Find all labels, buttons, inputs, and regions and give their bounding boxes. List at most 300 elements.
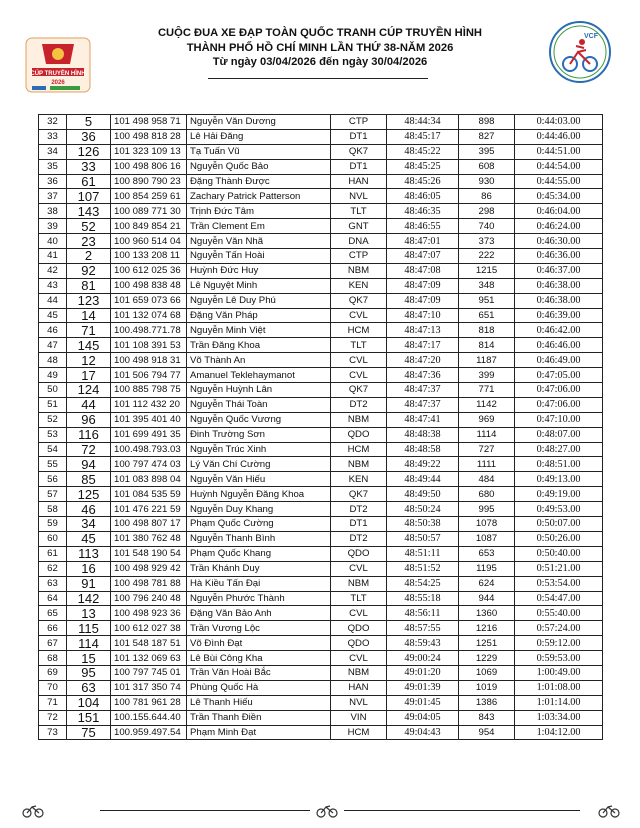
points-cell: 818 bbox=[459, 323, 515, 338]
total-time-cell: 48:48:58 bbox=[387, 442, 459, 457]
rank-cell: 48 bbox=[39, 353, 67, 368]
rank-cell: 46 bbox=[39, 323, 67, 338]
header-titles bbox=[150, 26, 490, 70]
bib-cell: 96 bbox=[67, 412, 111, 427]
total-time-cell: 48:47:37 bbox=[387, 383, 459, 398]
table-row bbox=[39, 561, 603, 576]
bib-cell: 33 bbox=[67, 159, 111, 174]
rider-name-cell: Đặng Văn Bảo Anh bbox=[187, 606, 331, 621]
total-time-cell: 48:47:07 bbox=[387, 249, 459, 264]
points-cell: 651 bbox=[459, 308, 515, 323]
team-code-cell: CVL bbox=[331, 368, 387, 383]
uci-id-cell: 101 084 535 59 bbox=[111, 487, 187, 502]
uci-id-cell: 101 112 432 20 bbox=[111, 397, 187, 412]
rank-cell: 59 bbox=[39, 517, 67, 532]
team-code-cell: CVL bbox=[331, 561, 387, 576]
points-cell: 1111 bbox=[459, 457, 515, 472]
time-gap-cell: 0:46:46.00 bbox=[515, 338, 603, 353]
bib-cell: 113 bbox=[67, 546, 111, 561]
rider-name-cell: Nguyễn Phước Thành bbox=[187, 591, 331, 606]
time-gap-cell: 0:46:04.00 bbox=[515, 204, 603, 219]
bib-cell: 91 bbox=[67, 576, 111, 591]
bib-cell: 2 bbox=[67, 249, 111, 264]
total-time-cell: 49:01:39 bbox=[387, 680, 459, 695]
rider-name-cell: Trần Vương Lộc bbox=[187, 621, 331, 636]
table-row bbox=[39, 427, 603, 442]
time-gap-cell: 0:47:10.00 bbox=[515, 412, 603, 427]
table-row bbox=[39, 695, 603, 710]
time-gap-cell: 0:50:40.00 bbox=[515, 546, 603, 561]
team-code-cell: NBM bbox=[331, 412, 387, 427]
team-code-cell: NBM bbox=[331, 665, 387, 680]
total-time-cell: 48:50:24 bbox=[387, 502, 459, 517]
rider-name-cell: Trần Khánh Duy bbox=[187, 561, 331, 576]
rider-name-cell: Trịnh Đức Tâm bbox=[187, 204, 331, 219]
uci-id-cell: 101 548 187 51 bbox=[111, 636, 187, 651]
team-code-cell: KEN bbox=[331, 472, 387, 487]
time-gap-cell: 0:44:55.00 bbox=[515, 174, 603, 189]
uci-id-cell: 100 612 025 36 bbox=[111, 263, 187, 278]
team-code-cell: NBM bbox=[331, 457, 387, 472]
points-cell: 399 bbox=[459, 368, 515, 383]
rider-name-cell: Lý Văn Chí Cường bbox=[187, 457, 331, 472]
rank-cell: 50 bbox=[39, 383, 67, 398]
rider-name-cell: Trần Clement Em bbox=[187, 219, 331, 234]
bib-cell: 36 bbox=[67, 129, 111, 144]
uci-id-cell: 100.959.497.54 bbox=[111, 725, 187, 740]
cyclist-footer-icon bbox=[316, 802, 338, 818]
team-code-cell: NBM bbox=[331, 576, 387, 591]
total-time-cell: 48:47:41 bbox=[387, 412, 459, 427]
rider-name-cell: Võ Thành An bbox=[187, 353, 331, 368]
rider-name-cell: Nguyễn Văn Nhã bbox=[187, 234, 331, 249]
total-time-cell: 48:44:34 bbox=[387, 115, 459, 130]
rank-cell: 61 bbox=[39, 546, 67, 561]
bib-cell: 124 bbox=[67, 383, 111, 398]
uci-id-cell: 101 132 074 68 bbox=[111, 308, 187, 323]
team-code-cell: DT1 bbox=[331, 129, 387, 144]
rider-name-cell: Nguyễn Duy Khang bbox=[187, 502, 331, 517]
results-table bbox=[38, 114, 603, 740]
table-row bbox=[39, 129, 603, 144]
points-cell: 653 bbox=[459, 546, 515, 561]
rider-name-cell: Nguyễn Văn Dương bbox=[187, 115, 331, 130]
cyclist-footer-icon bbox=[22, 802, 44, 818]
time-gap-cell: 0:51:21.00 bbox=[515, 561, 603, 576]
rider-name-cell: Lê Thanh Hiếu bbox=[187, 695, 331, 710]
rider-name-cell: Trần Đăng Khoa bbox=[187, 338, 331, 353]
bib-cell: 85 bbox=[67, 472, 111, 487]
team-code-cell: DT2 bbox=[331, 397, 387, 412]
rank-cell: 58 bbox=[39, 502, 67, 517]
table-row bbox=[39, 115, 603, 130]
rank-cell: 36 bbox=[39, 174, 67, 189]
table-row bbox=[39, 442, 603, 457]
total-time-cell: 48:47:20 bbox=[387, 353, 459, 368]
total-time-cell: 49:04:43 bbox=[387, 725, 459, 740]
federation-logo bbox=[548, 20, 612, 84]
team-code-cell: QDO bbox=[331, 636, 387, 651]
footer-divider bbox=[344, 810, 580, 811]
time-gap-cell: 0:46:37.00 bbox=[515, 263, 603, 278]
rider-name-cell: Nguyễn Tấn Hoài bbox=[187, 249, 331, 264]
bib-cell: 125 bbox=[67, 487, 111, 502]
total-time-cell: 48:45:25 bbox=[387, 159, 459, 174]
rank-cell: 43 bbox=[39, 278, 67, 293]
uci-id-cell: 100 133 208 11 bbox=[111, 249, 187, 264]
team-code-cell: QDO bbox=[331, 427, 387, 442]
bib-cell: 46 bbox=[67, 502, 111, 517]
rank-cell: 65 bbox=[39, 606, 67, 621]
time-gap-cell: 0:49:19.00 bbox=[515, 487, 603, 502]
rank-cell: 66 bbox=[39, 621, 67, 636]
bib-cell: 151 bbox=[67, 710, 111, 725]
rider-name-cell: Trần Thanh Điền bbox=[187, 710, 331, 725]
time-gap-cell: 0:44:46.00 bbox=[515, 129, 603, 144]
total-time-cell: 48:46:05 bbox=[387, 189, 459, 204]
rank-cell: 53 bbox=[39, 427, 67, 442]
rider-name-cell: Nguyễn Quốc Bảo bbox=[187, 159, 331, 174]
total-time-cell: 48:47:09 bbox=[387, 293, 459, 308]
results-rows bbox=[39, 115, 603, 740]
points-cell: 898 bbox=[459, 115, 515, 130]
time-gap-cell: 0:48:07.00 bbox=[515, 427, 603, 442]
rank-cell: 40 bbox=[39, 234, 67, 249]
bib-cell: 72 bbox=[67, 442, 111, 457]
uci-id-cell: 101 317 350 74 bbox=[111, 680, 187, 695]
rider-name-cell: Hà Kiều Tấn Đại bbox=[187, 576, 331, 591]
total-time-cell: 48:46:35 bbox=[387, 204, 459, 219]
rank-cell: 64 bbox=[39, 591, 67, 606]
time-gap-cell: 0:47:06.00 bbox=[515, 397, 603, 412]
total-time-cell: 48:49:44 bbox=[387, 472, 459, 487]
points-cell: 827 bbox=[459, 129, 515, 144]
rider-name-cell: Đặng Văn Pháp bbox=[187, 308, 331, 323]
team-code-cell: TLT bbox=[331, 338, 387, 353]
team-code-cell: CVL bbox=[331, 308, 387, 323]
total-time-cell: 49:01:45 bbox=[387, 695, 459, 710]
table-row bbox=[39, 234, 603, 249]
uci-id-cell: 100 797 474 03 bbox=[111, 457, 187, 472]
uci-id-cell: 100 498 838 48 bbox=[111, 278, 187, 293]
bib-cell: 107 bbox=[67, 189, 111, 204]
points-cell: 1216 bbox=[459, 621, 515, 636]
team-code-cell: CTP bbox=[331, 249, 387, 264]
bib-cell: 81 bbox=[67, 278, 111, 293]
time-gap-cell: 0:59:12.00 bbox=[515, 636, 603, 651]
team-code-cell: TLT bbox=[331, 204, 387, 219]
team-code-cell: DNA bbox=[331, 234, 387, 249]
time-gap-cell: 0:46:36.00 bbox=[515, 249, 603, 264]
points-cell: 1251 bbox=[459, 636, 515, 651]
uci-id-cell: 101 548 190 54 bbox=[111, 546, 187, 561]
rank-cell: 41 bbox=[39, 249, 67, 264]
rider-name-cell: Nguyễn Văn Hiếu bbox=[187, 472, 331, 487]
points-cell: 680 bbox=[459, 487, 515, 502]
uci-id-cell: 100 781 961 28 bbox=[111, 695, 187, 710]
points-cell: 373 bbox=[459, 234, 515, 249]
points-cell: 995 bbox=[459, 502, 515, 517]
points-cell: 1195 bbox=[459, 561, 515, 576]
total-time-cell: 48:45:17 bbox=[387, 129, 459, 144]
total-time-cell: 48:46:55 bbox=[387, 219, 459, 234]
table-row bbox=[39, 665, 603, 680]
uci-id-cell: 100 498 818 28 bbox=[111, 129, 187, 144]
points-cell: 740 bbox=[459, 219, 515, 234]
bib-cell: 13 bbox=[67, 606, 111, 621]
table-row bbox=[39, 263, 603, 278]
time-gap-cell: 0:55:40.00 bbox=[515, 606, 603, 621]
rank-cell: 57 bbox=[39, 487, 67, 502]
header-divider bbox=[208, 78, 428, 79]
points-cell: 814 bbox=[459, 338, 515, 353]
uci-id-cell: 100 498 807 17 bbox=[111, 517, 187, 532]
rank-cell: 62 bbox=[39, 561, 67, 576]
uci-id-cell: 101 132 069 63 bbox=[111, 651, 187, 666]
time-gap-cell: 1:04:12.00 bbox=[515, 725, 603, 740]
rider-name-cell: Lê Hải Đăng bbox=[187, 129, 331, 144]
team-code-cell: DT2 bbox=[331, 502, 387, 517]
rank-cell: 55 bbox=[39, 457, 67, 472]
rank-cell: 51 bbox=[39, 397, 67, 412]
rank-cell: 37 bbox=[39, 189, 67, 204]
uci-id-cell: 100 612 027 38 bbox=[111, 621, 187, 636]
team-code-cell: NVL bbox=[331, 695, 387, 710]
time-gap-cell: 0:48:27.00 bbox=[515, 442, 603, 457]
rank-cell: 67 bbox=[39, 636, 67, 651]
total-time-cell: 48:48:38 bbox=[387, 427, 459, 442]
rider-name-cell: Đinh Trường Sơn bbox=[187, 427, 331, 442]
total-time-cell: 48:47:08 bbox=[387, 263, 459, 278]
team-code-cell: HAN bbox=[331, 680, 387, 695]
table-row bbox=[39, 606, 603, 621]
points-cell: 1229 bbox=[459, 651, 515, 666]
rank-cell: 42 bbox=[39, 263, 67, 278]
rider-name-cell: Phạm Quốc Khang bbox=[187, 546, 331, 561]
rider-name-cell: Nguyễn Quốc Vương bbox=[187, 412, 331, 427]
team-code-cell: TLT bbox=[331, 591, 387, 606]
bib-cell: 16 bbox=[67, 561, 111, 576]
bib-cell: 5 bbox=[67, 115, 111, 130]
rider-name-cell: Nguyễn Thanh Bình bbox=[187, 531, 331, 546]
team-code-cell: HAN bbox=[331, 174, 387, 189]
rank-cell: 54 bbox=[39, 442, 67, 457]
time-gap-cell: 0:49:53.00 bbox=[515, 502, 603, 517]
uci-id-cell: 100.498.771.78 bbox=[111, 323, 187, 338]
rank-cell: 71 bbox=[39, 695, 67, 710]
bib-cell: 17 bbox=[67, 368, 111, 383]
total-time-cell: 48:57:55 bbox=[387, 621, 459, 636]
points-cell: 1187 bbox=[459, 353, 515, 368]
tournament-logo bbox=[22, 36, 94, 94]
team-code-cell: VIN bbox=[331, 710, 387, 725]
bib-cell: 63 bbox=[67, 680, 111, 695]
time-gap-cell: 0:59:53.00 bbox=[515, 651, 603, 666]
total-time-cell: 48:47:09 bbox=[387, 278, 459, 293]
rank-cell: 52 bbox=[39, 412, 67, 427]
time-gap-cell: 0:46:39.00 bbox=[515, 308, 603, 323]
rider-name-cell: Nguyễn Huỳnh Lân bbox=[187, 383, 331, 398]
bib-cell: 34 bbox=[67, 517, 111, 532]
time-gap-cell: 0:46:38.00 bbox=[515, 278, 603, 293]
rider-name-cell: Amanuel Teklehaymanot bbox=[187, 368, 331, 383]
bib-cell: 123 bbox=[67, 293, 111, 308]
rider-name-cell: Võ Đình Đạt bbox=[187, 636, 331, 651]
rider-name-cell: Lê Bùi Công Kha bbox=[187, 651, 331, 666]
uci-id-cell: 100.498.793.03 bbox=[111, 442, 187, 457]
total-time-cell: 48:47:36 bbox=[387, 368, 459, 383]
table-row bbox=[39, 621, 603, 636]
uci-id-cell: 100 498 806 16 bbox=[111, 159, 187, 174]
points-cell: 727 bbox=[459, 442, 515, 457]
rank-cell: 32 bbox=[39, 115, 67, 130]
rider-name-cell: Lê Nguyệt Minh bbox=[187, 278, 331, 293]
team-code-cell: HCM bbox=[331, 323, 387, 338]
team-code-cell: QDO bbox=[331, 546, 387, 561]
total-time-cell: 48:45:22 bbox=[387, 144, 459, 159]
table-row bbox=[39, 323, 603, 338]
points-cell: 969 bbox=[459, 412, 515, 427]
rider-name-cell: Nguyễn Thái Toàn bbox=[187, 397, 331, 412]
table-row bbox=[39, 472, 603, 487]
table-row bbox=[39, 546, 603, 561]
time-gap-cell: 0:46:38.00 bbox=[515, 293, 603, 308]
uci-id-cell: 100 498 923 36 bbox=[111, 606, 187, 621]
rank-cell: 63 bbox=[39, 576, 67, 591]
page-footer bbox=[0, 800, 640, 828]
table-row bbox=[39, 368, 603, 383]
time-gap-cell: 0:47:05.00 bbox=[515, 368, 603, 383]
total-time-cell: 48:50:57 bbox=[387, 531, 459, 546]
bib-cell: 95 bbox=[67, 665, 111, 680]
bib-cell: 115 bbox=[67, 621, 111, 636]
points-cell: 298 bbox=[459, 204, 515, 219]
team-code-cell: CVL bbox=[331, 651, 387, 666]
rider-name-cell: Zachary Patrick Patterson bbox=[187, 189, 331, 204]
team-code-cell: DT1 bbox=[331, 517, 387, 532]
table-row bbox=[39, 189, 603, 204]
team-code-cell: QK7 bbox=[331, 383, 387, 398]
table-row bbox=[39, 725, 603, 740]
points-cell: 1386 bbox=[459, 695, 515, 710]
uci-id-cell: 101 083 898 04 bbox=[111, 472, 187, 487]
table-row bbox=[39, 353, 603, 368]
table-row bbox=[39, 204, 603, 219]
team-code-cell: QDO bbox=[331, 621, 387, 636]
team-code-cell: HCM bbox=[331, 725, 387, 740]
points-cell: 954 bbox=[459, 725, 515, 740]
uci-id-cell: 101 506 794 77 bbox=[111, 368, 187, 383]
rank-cell: 70 bbox=[39, 680, 67, 695]
total-time-cell: 49:00:24 bbox=[387, 651, 459, 666]
bib-cell: 52 bbox=[67, 219, 111, 234]
time-gap-cell: 0:44:54.00 bbox=[515, 159, 603, 174]
points-cell: 843 bbox=[459, 710, 515, 725]
rank-cell: 69 bbox=[39, 665, 67, 680]
points-cell: 348 bbox=[459, 278, 515, 293]
bib-cell: 75 bbox=[67, 725, 111, 740]
time-gap-cell: 0:44:03.00 bbox=[515, 115, 603, 130]
table-row bbox=[39, 397, 603, 412]
total-time-cell: 48:54:25 bbox=[387, 576, 459, 591]
table-row bbox=[39, 531, 603, 546]
time-gap-cell: 0:47:06.00 bbox=[515, 383, 603, 398]
table-row bbox=[39, 576, 603, 591]
total-time-cell: 48:51:11 bbox=[387, 546, 459, 561]
bib-cell: 44 bbox=[67, 397, 111, 412]
total-time-cell: 48:47:17 bbox=[387, 338, 459, 353]
points-cell: 771 bbox=[459, 383, 515, 398]
bib-cell: 143 bbox=[67, 204, 111, 219]
rider-name-cell: Nguyễn Trúc Xinh bbox=[187, 442, 331, 457]
time-gap-cell: 0:53:54.00 bbox=[515, 576, 603, 591]
uci-id-cell: 100 498 918 31 bbox=[111, 353, 187, 368]
time-gap-cell: 0:46:49.00 bbox=[515, 353, 603, 368]
event-date-range: Từ ngày 03/04/2026 đến ngày 30/04/2026 bbox=[212, 56, 428, 68]
time-gap-cell: 1:01:08.00 bbox=[515, 680, 603, 695]
team-code-cell: QK7 bbox=[331, 487, 387, 502]
table-row bbox=[39, 502, 603, 517]
rank-cell: 73 bbox=[39, 725, 67, 740]
rank-cell: 33 bbox=[39, 129, 67, 144]
rank-cell: 68 bbox=[39, 651, 67, 666]
rank-cell: 72 bbox=[39, 710, 67, 725]
team-code-cell: DT1 bbox=[331, 159, 387, 174]
rank-cell: 49 bbox=[39, 368, 67, 383]
uci-id-cell: 100 885 798 75 bbox=[111, 383, 187, 398]
rank-cell: 56 bbox=[39, 472, 67, 487]
uci-id-cell: 100 890 790 23 bbox=[111, 174, 187, 189]
table-row bbox=[39, 308, 603, 323]
bib-cell: 116 bbox=[67, 427, 111, 442]
total-time-cell: 48:56:11 bbox=[387, 606, 459, 621]
total-time-cell: 48:47:10 bbox=[387, 308, 459, 323]
time-gap-cell: 0:54:47.00 bbox=[515, 591, 603, 606]
time-gap-cell: 1:01:14.00 bbox=[515, 695, 603, 710]
rank-cell: 38 bbox=[39, 204, 67, 219]
bib-cell: 114 bbox=[67, 636, 111, 651]
total-time-cell: 49:01:20 bbox=[387, 665, 459, 680]
table-row bbox=[39, 174, 603, 189]
points-cell: 395 bbox=[459, 144, 515, 159]
uci-id-cell: 100 854 259 61 bbox=[111, 189, 187, 204]
points-cell: 944 bbox=[459, 591, 515, 606]
rider-name-cell: Huỳnh Đức Huy bbox=[187, 263, 331, 278]
team-code-cell: DT2 bbox=[331, 531, 387, 546]
uci-id-cell: 100 089 771 30 bbox=[111, 204, 187, 219]
total-time-cell: 48:47:37 bbox=[387, 397, 459, 412]
uci-id-cell: 101 476 221 59 bbox=[111, 502, 187, 517]
uci-id-cell: 101 659 073 66 bbox=[111, 293, 187, 308]
rider-name-cell: Phạm Minh Đạt bbox=[187, 725, 331, 740]
uci-id-cell: 100.155.644.40 bbox=[111, 710, 187, 725]
table-row bbox=[39, 680, 603, 695]
rider-name-cell: Phạm Quốc Cường bbox=[187, 517, 331, 532]
uci-id-cell: 101 699 491 35 bbox=[111, 427, 187, 442]
total-time-cell: 48:49:50 bbox=[387, 487, 459, 502]
event-title: CUỘC ĐUA XE ĐẠP TOÀN QUỐC TRANH CÚP TRUYỀN HÌNH bbox=[157, 27, 483, 39]
rider-name-cell: Nguyễn Minh Việt bbox=[187, 323, 331, 338]
table-row bbox=[39, 219, 603, 234]
table-row bbox=[39, 144, 603, 159]
table-row bbox=[39, 278, 603, 293]
table-row bbox=[39, 383, 603, 398]
team-code-cell: QK7 bbox=[331, 144, 387, 159]
rank-cell: 45 bbox=[39, 308, 67, 323]
bib-cell: 94 bbox=[67, 457, 111, 472]
rank-cell: 35 bbox=[39, 159, 67, 174]
points-cell: 1019 bbox=[459, 680, 515, 695]
